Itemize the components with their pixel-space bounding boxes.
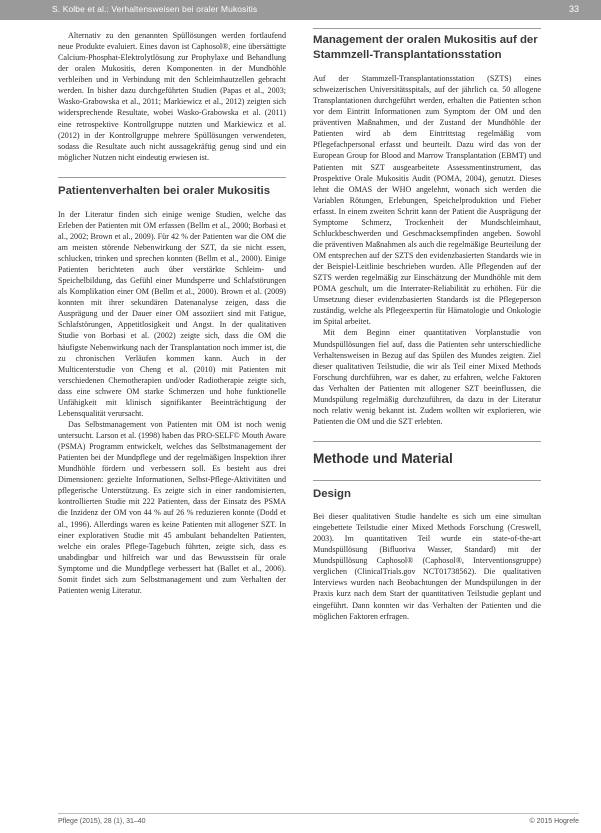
left-column (58, 30, 286, 596)
section-divider (313, 28, 541, 29)
footer-divider (58, 813, 579, 814)
paragraph: In der Literatur finden sich einige wenige Studien, welche das Erleben der Patienten mit OM erfassen (Bellm et al., 2000; Borbasi et al., 2002; Brown et al., 2009). Für 42 % der Patienten war die OM die am meisten störende Nebenwirkung der SZT, da sie nicht essen, schlucken, trinken und sprechen konnten (Bellm et al., 2000). Einige Patienten berichteten auch über verstärkte Schleim- und Speichelbildung, das Gefühl einer Mundsperre und Schlafstörungen als Komplikation einer OM (Bellm et al., 2000). Brown et al. (2009) konnten mit ihrer sekundären Datenanalyse zeigen, dass die Ausprägung und der Dauer einer OM assoziiert sind mit Fatigue, Schlafstörungen, Appetitlosigkeit und Angst. In der qualitativen Studie von Borbasi et al. (2002) zeigte sich, dass die OM die häufigste Nebenwirkung nach der Transplantation noch immer ist, die zu chronischen Verläufen kommen kann. Auch in der Multicenterstudie von Cheng et al. (2010) mit Patienten mit verschiedenen Chemotherapien und/oder Radiotherapie zeigte sich, dass eine schwere OM starke Schmerzen und hohe funktionelle Unfähigkeit mit klinisch signifikanter Beeinträchtigung der Lebensqualität verursacht. (58, 209, 286, 418)
section-divider (313, 480, 541, 481)
running-head (0, 0, 601, 20)
section-divider (313, 441, 541, 442)
subsection-heading-design: Design (313, 488, 351, 500)
footer-copyright: © 2015 Hogrefe (529, 818, 579, 825)
running-head-title: S. Kolbe et al.: Verhaltensweisen bei oraler Mukositis (52, 4, 258, 14)
section-heading-management: Management der oralen Mukositis auf der Stammzell-Transplantationsstation (313, 34, 538, 61)
section-heading-patientenverhalten: Patientenverhalten bei oraler Mukositis (58, 184, 271, 197)
page-number: 33 (568, 4, 579, 14)
footer-citation: Pflege (2015), 28 (1), 31–40 (58, 818, 146, 825)
paragraph: Auf der Stammzell-Transplantationsstation (SZTS) eines schweizerischen Universitätsspitals, auf der jährlich ca. 50 allogene Transplantationen durchgeführt werden, erhalten die Patienten schon vor dem Eintritt Informationen zum Symptom der OM und den präventiven Maßnahmen, und der Zustand der Mundhöhle der Patienten wird ab dem Eintrittstag regelmäßig vom Pflegefachpersonal erfasst und beurteilt. Dazu wird das von der European Group for Blood and Marrow Transplantation (EBMT) und Patienten mit SZT ausgearbeitete Assessmentinstrument, das Prospektive Orale Mukositis Audit (POMA, 2004), genutzt. Dieses lehnt die OMAS der WHO angelehnt, wonach sich werden die Variablen Rötungen, Erlebungen, Speichelproduktion und Fieber erfasst. In einem zweiten Schritt kann der Patient die Ausprägung der Symptome Schmerz, Trockenheit der Mundschleimhaut, Schluckbeschwerden und Geschmacksempfinden angeben. Sowohl die präventiven Maßnahmen als auch die regelmäßige Beurteilung der OM entsprechen auf der SZTS den evidenzbasierten Standards wie in der Beispiel-Leitlinie beschrieben wurden. Alle Pflegenden auf der SZTS werden regelmäßig zur Einschätzung der Mundhöhle mit dem POMA geschult, um die Interrater-Reliabilität zu erhöhen. Für die Umsetzung dieser evidenzbasierten Standards ist die Pflegeperson zuständig, welche als Pflegeexpertin für Hämatologie und Onkologie im Spital arbeitet. (313, 74, 541, 327)
paragraph: Das Selbstmanagement von Patienten mit OM ist noch wenig untersucht. Larson et al. (1998) haben das PRO-SELF© Mouth Aware (PSMA) Programm entwickelt, welches das Selbstmanagement der Patienten bei der Mundpflege und der regelmäßigen Inspektion ihrer Mundhöhle fördern und verbessern soll. Es besteht aus drei Dimensionen: gezielte Informationen, Selbst-Pflege-Aktivitäten und pflegerische Unterstützung. Es zeigte sich in einer randomisierten, kontrollierten Studie mit 222 Patienten, dass der Einsatz des PSMA die Inzidenz der OM von 44 % auf 26 % reduzieren konnte (Dodd et al., 1996). Allerdings waren es keine Patienten mit allogener SZT. In einer explorativen Studie mit 45 ambulant behandelten Patienten, welche ein orales Pflege-Tagebuch führten, zeigte sich, dass es unabdingbar und hilfreich war und das Bewusstsein für orale Symptome und die Mundpflege verbessert hat (Ballet et al., 2006). Somit findet sich zum Selbstmanagement und zum Verhalten der Patienten wenig Literatur. (58, 419, 286, 595)
section-divider (58, 177, 286, 178)
paragraph: Alternativ zu den genannten Spüllösungen werden fortlaufend neue Produkte evaluiert. Eines davon ist Caphosol®, eine übersättigte Calcium-Phosphat-Elektrolytlösung zur Prophylaxe und Behandlung der oralen Mukositis, deren Komponenten in der Mundhöhle verbleiben und in Verbindung mit den Schleimhautzellen gebracht werden. In bisher dazu durchgeführten Studien (Papas et al., 2003; Wasko-Grabowska et al., 2011; Markiewicz et al., 2012) zeigten sich widersprechende Resultate, wobei Wasko-Grabowska et al. (2011) eine retrospektive Kontrollgruppe nutzten und Markiewicz et al. (2012) in der Kontrollgruppe mehrere Spüllösungen verwendeten, sodass die Resultate auch nicht aussagekräftig genug sind und ein möglicher Nutzen nicht eindeutig erwiesen ist. (58, 31, 286, 162)
section-heading-methode: Methode und Material (313, 451, 453, 466)
right-column (313, 30, 541, 622)
paragraph: Bei dieser qualitativen Studie handelte es sich um eine simultan eingebettete Teilstudie einer Mixed Methods Forschung (Creswell, 2003). Im quantitativen Teil wurde ein state-of-the-art Mundspüllösung (Bifluoriva Wasser, Standard) mit der Mundspüllösung Caphosol® (Caphosol®, Interventionsgruppe) verglichen (ClinicalTrials.gov NCT01738562). Die qualitativen Interviews wurden nach Beobachtungen der Mundspülungen in der Praxis kurz nach dem Start der quantitativen Teilstudie geplant und eingeführt. Dann konnten wir das Verhalten der Patienten und die möglichen Faktoren erfragen. (313, 512, 541, 621)
paragraph: Mit dem Beginn einer quantitativen Vorplanstudie von Mundspüllösungen fiel auf, dass die Patienten sehr unterschiedliche Verhaltensweisen in Bezug auf das Spülen des Mundes zeigten. Ziel dieser qualitativen Teilstudie, die wir als Teil einer Mixed Methods Forschung durchführen, war es daher, zu erfahren, welche Faktoren das Verhalten der Patienten mit allogener SZT beeinflussen, die Mundspülung regelmäßig durchzuführen, da dazu in der Literatur noch relativ wenig bekannt ist. Zudem wollten wir explorieren, wie Patienten die OM und die SZT erlebten. (313, 328, 541, 426)
